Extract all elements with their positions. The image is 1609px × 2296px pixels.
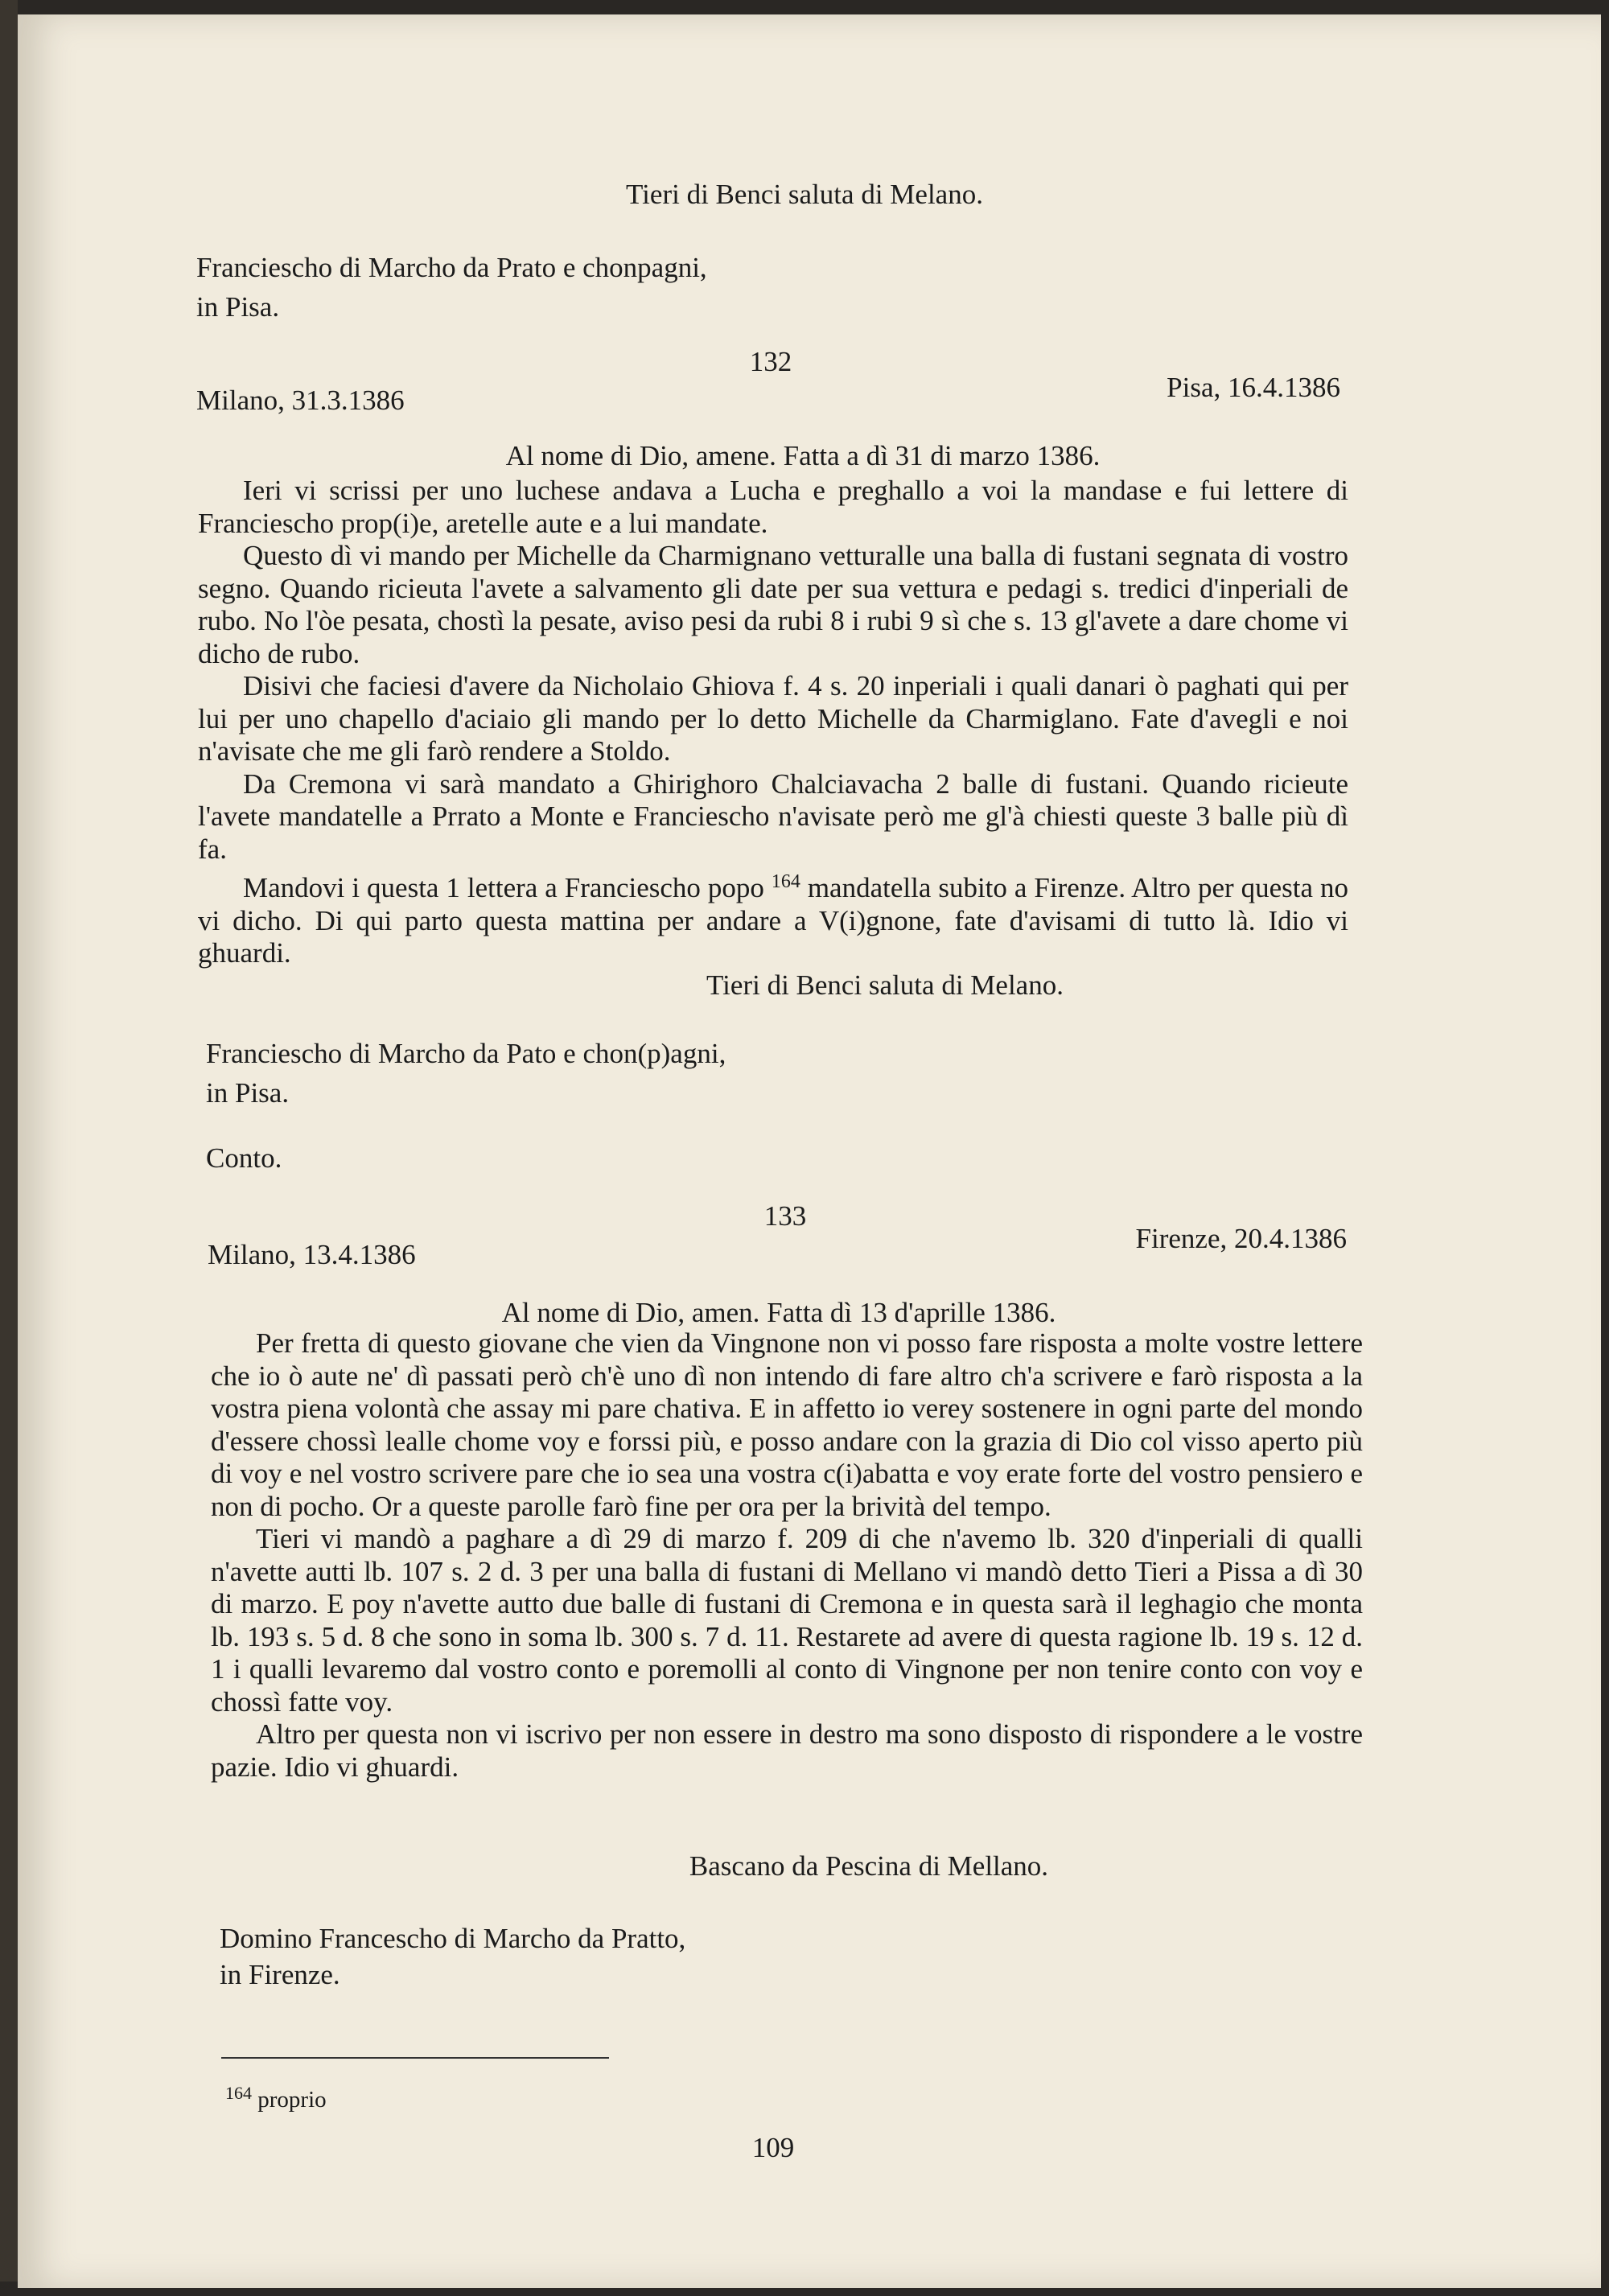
letter-132-body xyxy=(198,475,1348,970)
letter-132-number: 132 xyxy=(749,346,792,377)
letter-132-header: Tieri di Benci saluta di Melano. xyxy=(626,179,983,210)
letter-132-conto: Conto. xyxy=(206,1142,282,1174)
letter-133-closing: Bascano da Pescina di Mellano. xyxy=(689,1850,1049,1882)
letter-132-from: Milano, 31.3.1386 xyxy=(196,385,405,416)
letter-132-paragraph-3: Disivi che faciesi d'avere da Nicholaio Ghiova f. 4 s. 20 inperiali i quali danari ò paghati qui per lui per uno chapello d'aciaio gli mando per lo detto Michelle da Charmiglano. Fate d'avegli e noi n'avisate che me gli farò rendere a Stoldo. xyxy=(198,670,1348,767)
letter-133-paragraph-3: Altro per questa non vi iscrivo per non essere in destro ma sono disposto di rispondere a le vostre pazie. Idio vi ghuardi. xyxy=(211,1718,1363,1783)
letter-133-body xyxy=(211,1327,1363,1784)
letter-132-address2-line1: Francieschо di Marcho da Pato e chon(p)agni, xyxy=(206,1038,726,1069)
book-spine-edge xyxy=(0,0,18,2296)
letter-132-paragraph-5 xyxy=(198,866,1348,970)
letter-133-from: Milano, 13.4.1386 xyxy=(208,1239,416,1270)
footnote-separator xyxy=(221,2057,609,2059)
letter-132-opening: Al nome di Dio, amene. Fatta a dì 31 di marzo 1386. xyxy=(505,440,1101,471)
letter-132-paragraph-2: Questo dì vi mando per Michelle da Charmignano vetturalle una balla di fustani segnata di vostro segno. Quando ricieuta l'avete a salvamento gli date per sua vettura e pedagi s. tredici d'inperiali de rubo. No l'òe pesata, chostì la pesate, aviso pesi da rubi 8 i rubi 9 sì che s. 13 gl'avete a dare chome vi dicho de rubo. xyxy=(198,540,1348,669)
letter-133-to: Firenze, 20.4.1386 xyxy=(1135,1223,1347,1254)
letter-133-paragraph-1: Per fretta di questo giovane che vien da Vingnone non vi posso fare risposta a molte vostre lettere che io ò aute ne' dì passati però ch'è uno dì non intendo di fare altro ch'a scrivere e farò risposta a la vostra piena volontà che assay mi pare chativa. E in affetto io verey sostenere in ogni parte del mondo d'essere chossì lealle chome voy e forssi più, e posso andare con la grazia di Dio col visso aperto più di voy e nel vostro scrivere pare che io sea una vostra c(i)abatta e voy erate forte del vostro pensiero e non di pocho. Or a queste parolle farò fine per ora per la brività del tempo. xyxy=(211,1327,1363,1522)
letter-132-paragraph-5-a: Mandovi i questa 1 lettera a Francieschо popo xyxy=(243,872,772,903)
letter-133-number: 133 xyxy=(763,1200,807,1232)
letter-132-paragraph-5-b: mandatella subito a Firenze. Altro per questa no vi dicho. Di qui parto questa mattina per andare a V(i)gnone, fate d'avisami di tutto là. Idio vi ghuardi. xyxy=(198,872,1349,969)
footnote-164 xyxy=(225,2080,327,2113)
letter-133-address-line2: in Firenze. xyxy=(220,1959,340,1990)
letter-132-paragraph-4: Da Cremona vi sarà mandato a Ghirighoro Chalciavacha 2 balle di fustani. Quando ricieute l'avete mandatelle a Prrato a Monte e Francieschо n'avisate però me gl'à chiesti queste 3 balle più dì fa. xyxy=(198,767,1348,865)
footnote-text: proprio xyxy=(257,2087,327,2113)
letter-132-address2-line2: in Pisa. xyxy=(206,1077,290,1109)
letter-133-address-line1: Domino Francescho di Marcho da Pratto, xyxy=(220,1923,686,1954)
letter-132-to: Pisa, 16.4.1386 xyxy=(1167,372,1340,403)
letter-132-paragraph-1: Ieri vi scrissi per uno luchese andava a Lucha e preghallo a voi la mandase e fui lettere di Francieschо prop(i)e, aretelle aute e a lui mandate. xyxy=(198,475,1348,539)
letter-132-closing: Tieri di Benci saluta di Melano. xyxy=(706,969,1064,1001)
letter-132-address-line2: in Pisa. xyxy=(196,291,280,323)
letter-133-paragraph-2: Tieri vi mandò a paghare a dì 29 di marzo f. 209 di che n'avemo lb. 320 d'inperiali di qualli n'avette autti lb. 107 s. 2 d. 3 per una balla di fustani di Mellano vi mandò detto Tieri a Pissa a dì 30 di marzo. E poy n'avette autto due balle di fustani di Cremona e in questa sarà il leghagio che monta lb. 193 s. 5 d. 8 che sono in soma lb. 300 s. 7 d. 11. Restarete ad avere di questa ragione lb. 19 s. 12 d. 1 i qualli levaremo dal vostro conto e poremolli al conto di Vingnone per non tenire conto con voy e chossì fatte voy. xyxy=(211,1523,1363,1718)
footnote-reference-164[interactable]: 164 xyxy=(771,871,800,892)
footnote-number: 164 xyxy=(225,2083,252,2103)
letter-132-address-line1: Franciescho di Marcho da Prato e chonpagni, xyxy=(196,252,707,283)
scan-edge-top xyxy=(0,0,1609,14)
page-number: 109 xyxy=(751,2132,795,2163)
letter-133-opening: Al nome di Dio, amen. Fatta dì 13 d'aprille 1386. xyxy=(501,1297,1056,1328)
scan-edge-right xyxy=(1601,0,1609,2296)
